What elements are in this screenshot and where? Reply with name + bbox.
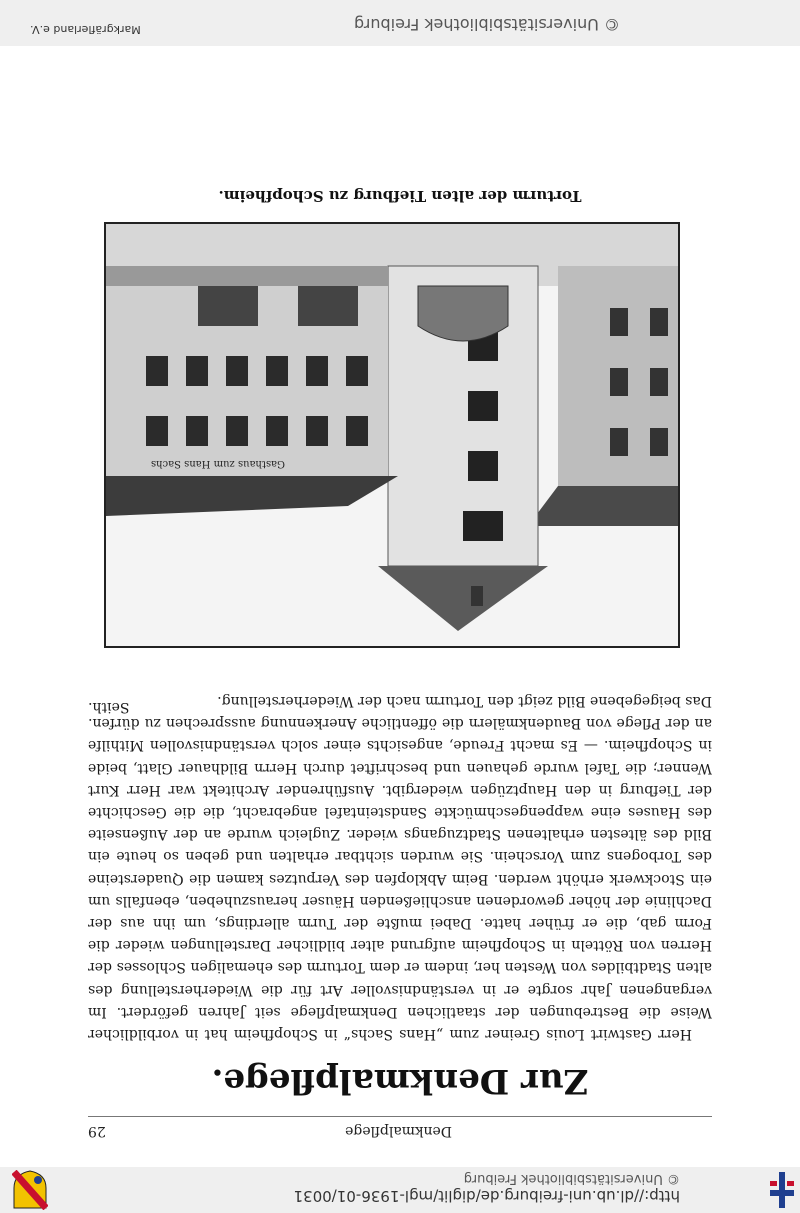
library-credit-bottom: © Universitätsbibliothek Freiburg	[353, 15, 620, 34]
photo-caption: Torturm der alten Tiefburg zu Schopfheim.	[218, 187, 582, 205]
inn-sign-text: Gasthaus zum Hans Sachs	[150, 458, 286, 469]
author-signature: Seith.	[88, 699, 130, 715]
tower-photograph	[104, 222, 680, 648]
article-body	[88, 690, 712, 1045]
running-head-title: Denkmalpflege	[345, 1123, 452, 1139]
article-heading: Zur Denkmalpflege.	[211, 1061, 589, 1101]
viewer-banner-bottom	[0, 0, 800, 46]
geschichtsverein-crest-icon	[12, 1170, 48, 1210]
header-rule	[88, 1116, 712, 1117]
viewer-banner-top	[0, 1167, 800, 1213]
association-name: Markgräflerland e.V.	[30, 23, 141, 36]
page-url[interactable]: http://dl.ub.uni-freiburg.de/diglit/mgl-1936-01/0031	[293, 1187, 680, 1205]
library-credit: © Universitätsbibliothek Freiburg	[463, 1171, 680, 1186]
ub-freiburg-logo-icon	[768, 1170, 796, 1210]
page-number: 29	[88, 1123, 106, 1139]
article-paragraph: Herr Gastwirt Louis Greiner zum „Hans Sachs“ in Schopfheim hat in vorbildlicher Weise die Bestrebungen der staatlichen Denkmalpflege seit Jahren gefördert. Im vergangenen Jahr sorgte er in verständnisvoller Art für die Wiederherstellung des alten Stadtbildes von Westen her, indem er dem Torturm des ehemaligen Schlosses der Herren von Rötteln in Schopfheim aufgrund alter bildlicher Darstellungen wieder die Form gab, die er früher hatte. Dabei mußte der Turm allerdings, um ihn aus der Dachlinie der höher gewordenen anschließenden Häuser herauszuheben, ebenfalls um ein Stockwerk erhöht werden. Beim Abklopfen des Verputzes kamen die Quadersteine des Torbogens zum Vorschein. Sie wurden sichtbar erhalten und geben so heute ein Bild des ältesten erhaltenen Stadtzugangs wieder. Zugleich wurde an der Außenseite des Hauses eine wappengeschmückte Sandsteintafel angebracht, die die Geschichte der Tiefburg in den Hauptzügen wiedergibt. Ausführender Architekt war Herr Kurt Wenner; die Tafel wurde gehauen und beschriftet durch Herrn Bildhauer Glatt, beide in Schopfheim. — Es macht Freude, angesichts einer solch verständnisvollen Mithilfe an der Pflege von Baudenkmälern die öffentliche Anerkennung aussprechen zu dürfen. Das beigegebene Bild zeigt den Torturm nach der Wiederherstellung.	[88, 692, 712, 1042]
tower-photo-drawing	[106, 224, 678, 646]
